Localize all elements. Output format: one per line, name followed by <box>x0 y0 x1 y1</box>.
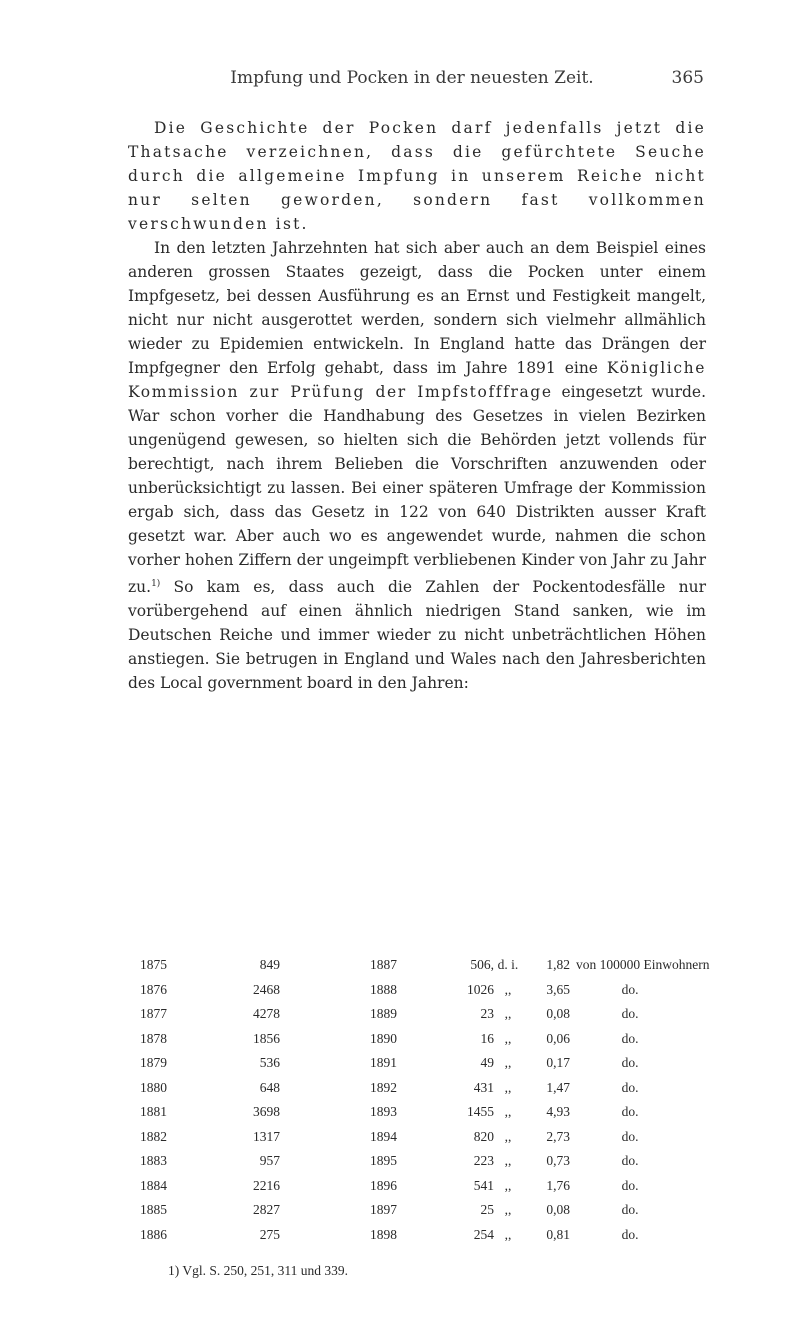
deaths-right: 506, <box>470 957 494 972</box>
ditto-quote: ,, <box>504 1226 512 1242</box>
paragraph-2-part-c: So kam es, dass auch die Zahlen der Pockentodesfälle nur vorübergehend auf einen ähnlich niedrigen Stand sanken, wie im Deutschen Reiche und immer wieder zu nicht unbeträchtlichen Höhen anstiegen. Sie betrugen in England und Wales nach den Jahresberichten des Local government board in den Jahren: <box>128 578 706 693</box>
paragraph-2-part-b: eingesetzt wurde. War schon vorher die Handhabung des Gesetzes in vielen Bezirken ungenügend gewesen, so hielten sich die Behörden jetzt vollends für berechtigt, nach ihrem Belieben die Vorschriften anzuwenden oder unberücksichtigt zu lassen. Bei einer späteren Umfrage der Kommission ergab sich, dass das Gesetz in 122 von 640 Distrikten ausser Kraft gesetzt war. Aber auch wo es angewendet wurde, nahmen die schon vorher hohen Ziffern der ungeimpft verbliebenen Kinder von Jahr zu Jahr zu. <box>128 383 707 597</box>
rate-per-100000: 1,76 <box>546 1177 570 1193</box>
year-left: 1881 <box>140 1104 167 1119</box>
deaths-right: 820 <box>473 1128 494 1144</box>
table-row <box>140 1174 760 1199</box>
ditto-label: do. <box>621 1128 639 1144</box>
ditto-label: do. <box>621 981 639 997</box>
deaths-right: 223 <box>473 1153 494 1168</box>
ditto-label: do. <box>621 1226 639 1242</box>
deaths-left: 3698 <box>253 1104 280 1119</box>
year-right: 1890 <box>370 1030 397 1046</box>
table-row <box>140 953 760 978</box>
rate-per-100000: 0,08 <box>546 1202 570 1217</box>
year-left: 1886 <box>140 1226 167 1242</box>
ditto-label: do. <box>621 1202 639 1217</box>
paragraph-1: Die Geschichte der Pocken darf jedenfalls jetzt die Thatsache verzeichnen, dass die gefürchtete Seuche durch die allgemeine Impfung in unserem Reiche nicht nur selten geworden, sondern fast vollkommen verschwunden ist. <box>128 119 706 233</box>
footnote: 1) Vgl. S. 250, 251, 311 und 339. <box>168 1263 349 1278</box>
paragraph-2 <box>128 236 706 695</box>
table-row <box>140 1100 760 1125</box>
deaths-left: 2216 <box>253 1177 280 1193</box>
year-right: 1897 <box>370 1202 397 1217</box>
ditto-label: do. <box>621 1079 639 1095</box>
deaths-left: 4278 <box>253 1006 280 1021</box>
commission-name: Königliche Kommission zur Prüfung der Impfstofffrage <box>128 359 706 401</box>
deaths-right: 1455 <box>467 1104 494 1119</box>
table-row <box>140 1027 760 1052</box>
table-row <box>140 978 760 1003</box>
deaths-right: 16 <box>480 1030 494 1046</box>
year-left: 1876 <box>140 981 167 997</box>
year-left: 1885 <box>140 1202 167 1217</box>
body-text <box>128 116 706 695</box>
year-right: 1892 <box>370 1079 397 1095</box>
ditto-quote: ,, <box>504 1202 512 1217</box>
deaths-left: 2468 <box>253 981 280 997</box>
deaths-left: 275 <box>259 1226 280 1242</box>
year-right: 1898 <box>370 1226 397 1242</box>
deaths-left: 2827 <box>253 1202 280 1217</box>
ditto-quote: ,, <box>504 1030 512 1046</box>
ditto-quote: ,, <box>504 981 512 997</box>
deaths-left: 849 <box>259 957 280 972</box>
deaths-right: 25 <box>480 1202 494 1217</box>
rate-per-100000: 0,17 <box>546 1055 570 1070</box>
rate-per-100000: 0,81 <box>546 1226 570 1242</box>
deaths-right: 1026 <box>467 981 494 997</box>
year-left: 1878 <box>140 1030 167 1046</box>
table-row <box>140 1076 760 1101</box>
running-header <box>120 68 704 88</box>
ditto-label: do. <box>621 1006 639 1021</box>
deaths-left: 1856 <box>253 1030 280 1046</box>
ditto-quote: ,, <box>504 1079 512 1095</box>
table-row <box>140 1223 760 1248</box>
footnote-mark: 1) <box>151 579 161 589</box>
deaths-left: 957 <box>259 1153 280 1168</box>
deaths-right: 23 <box>480 1006 494 1021</box>
ditto-quote: ,, <box>504 1006 512 1021</box>
ditto-label: do. <box>621 1030 639 1046</box>
running-title: Impfung und Pocken in der neuesten Zeit. <box>230 68 594 88</box>
deaths-right: 49 <box>480 1055 494 1070</box>
year-right: 1894 <box>370 1128 397 1144</box>
year-left: 1884 <box>140 1177 167 1193</box>
year-right: 1888 <box>370 981 397 997</box>
year-left: 1883 <box>140 1153 167 1168</box>
table-row <box>140 1149 760 1174</box>
year-right: 1887 <box>370 957 397 972</box>
table-row <box>140 1125 760 1150</box>
year-right: 1891 <box>370 1055 397 1070</box>
year-right: 1889 <box>370 1006 397 1021</box>
table-row <box>140 1051 760 1076</box>
ditto-quote: ,, <box>504 1055 512 1070</box>
ditto-quote: ,, <box>504 1153 512 1168</box>
rate-per-100000: 4,93 <box>546 1104 570 1119</box>
rate-per-100000: 1,47 <box>546 1079 570 1095</box>
year-left: 1880 <box>140 1079 167 1095</box>
year-left: 1882 <box>140 1128 167 1144</box>
ditto-label: do. <box>621 1177 639 1193</box>
unit-label: von 100000 Einwohnern <box>576 957 710 972</box>
deaths-left: 1317 <box>253 1128 280 1144</box>
ditto-label: do. <box>621 1104 639 1119</box>
ditto-quote: ,, <box>504 1177 512 1193</box>
deaths-left: 536 <box>259 1055 280 1070</box>
ditto-quote: ,, <box>504 1128 512 1144</box>
table-row <box>140 1198 760 1223</box>
rate-per-100000: 0,08 <box>546 1006 570 1021</box>
deaths-right: 541 <box>473 1177 494 1193</box>
year-right: 1893 <box>370 1104 397 1119</box>
deaths-right: 431 <box>473 1079 494 1095</box>
rate-per-100000: 0,06 <box>546 1030 570 1046</box>
rate-per-100000: 3,65 <box>546 981 570 997</box>
rate-per-100000: 1,82 <box>546 957 570 972</box>
paragraph-2-part-a: In den letzten Jahrzehnten hat sich aber auch an dem Beispiel eines anderen grossen Staates gezeigt, dass die Pocken unter einem Impfgesetz, bei dessen Ausführung es an Ernst und Festigkeit mangelt, nicht nur nicht ausgerottet werden, sondern sich vielmehr allmählich wieder zu Epidemien entwickeln. In England hatte das Drängen der Impfgegner den Erfolg gehabt, dass im Jahre 1891 eine <box>128 239 706 377</box>
deaths-left: 648 <box>259 1079 280 1095</box>
year-left: 1879 <box>140 1055 167 1070</box>
ditto-label: do. <box>621 1055 639 1070</box>
rate-per-100000: 2,73 <box>546 1128 570 1144</box>
year-right: 1895 <box>370 1153 397 1168</box>
deaths-right: 254 <box>473 1226 494 1242</box>
table-row <box>140 1002 760 1027</box>
ditto-quote: ,, <box>504 1104 512 1119</box>
year-right: 1896 <box>370 1177 397 1193</box>
page-number: 365 <box>671 68 704 88</box>
rate-per-100000: 0,73 <box>546 1153 570 1168</box>
ditto-label: do. <box>621 1153 639 1168</box>
dieses-abbr: d. i. <box>497 957 519 972</box>
year-left: 1877 <box>140 1006 167 1021</box>
smallpox-deaths-table <box>140 953 760 1247</box>
year-left: 1875 <box>140 957 167 972</box>
